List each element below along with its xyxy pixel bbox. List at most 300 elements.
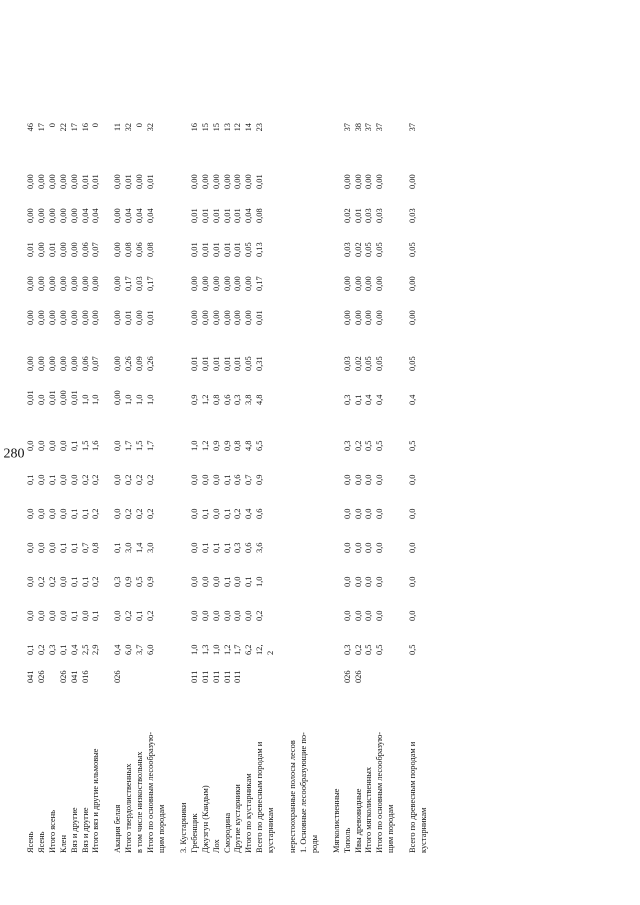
table-row xyxy=(168,121,179,855)
row-code xyxy=(375,657,386,685)
row-code xyxy=(364,657,375,685)
table-cell: 0 xyxy=(135,123,145,128)
table-cell xyxy=(157,589,168,623)
table-cell: 0,0 xyxy=(189,508,199,519)
table-cell xyxy=(299,623,310,657)
table-cell: 0,00 xyxy=(364,310,374,325)
row-label: Итого мягколиственных xyxy=(364,766,374,853)
table-cell: 23 xyxy=(255,123,265,132)
table-cell: 0,0 xyxy=(36,542,46,553)
row-spacer xyxy=(321,121,332,855)
table-cell xyxy=(332,293,343,327)
table-cell xyxy=(157,259,168,293)
table-cell: 0,03 xyxy=(342,356,352,371)
table-row xyxy=(354,121,365,855)
table-cell: 0,0 xyxy=(36,474,46,485)
table-cell: 0,4 xyxy=(113,644,123,655)
row-label: Другие кустарники xyxy=(233,784,243,853)
table-cell: 0,01 xyxy=(146,310,156,325)
table-cell: 0,0 xyxy=(189,576,199,587)
table-cell: 1,0 xyxy=(135,394,145,405)
table-cell: 0,00 xyxy=(47,208,57,223)
table-cell: 0,00 xyxy=(200,310,210,325)
table-cell: 0,0 xyxy=(26,508,35,519)
table-cell xyxy=(157,327,168,373)
table-cell: 0,6 xyxy=(222,394,232,405)
table-cell: 0,00 xyxy=(80,276,90,291)
table-cell: 17 xyxy=(36,123,46,132)
table-cell: 0,0 xyxy=(211,576,221,587)
table-cell: 0,1 xyxy=(69,576,79,587)
table-cell: 0,1 xyxy=(135,610,145,621)
table-cell xyxy=(419,191,430,225)
row-code: 016 xyxy=(80,670,90,683)
table-cell xyxy=(386,191,397,225)
table-cell: 0,00 xyxy=(113,356,123,371)
table-cell xyxy=(157,623,168,657)
table-cell xyxy=(310,327,321,373)
table-cell: 12 xyxy=(233,123,243,132)
table-cell: 0,00 xyxy=(26,276,35,291)
table-cell: 0,01 xyxy=(255,174,265,189)
table-cell xyxy=(288,191,299,225)
table-cell: 0,2 xyxy=(255,610,265,621)
row-label: Тополь xyxy=(342,827,352,853)
table-cell: 0,0 xyxy=(113,474,123,485)
table-cell xyxy=(266,407,277,453)
table-cell: 0,0 xyxy=(353,508,363,519)
table-cell xyxy=(332,225,343,259)
table-cell: 0,0 xyxy=(353,474,363,485)
table-cell xyxy=(299,225,310,259)
table-cell: 0,0 xyxy=(189,610,199,621)
table-cell: 0,3 xyxy=(342,440,352,451)
table-cell: 0,00 xyxy=(408,174,418,189)
table-cell: 0,1 xyxy=(113,542,123,553)
row-label: Ивы древовидные xyxy=(353,788,363,853)
table-cell: 0,01 xyxy=(200,242,210,257)
table-cell xyxy=(419,487,430,521)
table-cell: 0,2 xyxy=(146,508,156,519)
table-cell: 0,0 xyxy=(26,440,35,451)
table-cell xyxy=(179,521,190,555)
table-cell: 37 xyxy=(364,123,374,132)
table-cell: 0,00 xyxy=(342,276,352,291)
table-cell: 0,0 xyxy=(233,610,243,621)
table-row xyxy=(212,121,223,855)
row-label: Всего по древесным породам и xyxy=(255,741,265,853)
table-cell xyxy=(179,225,190,259)
table-cell xyxy=(179,293,190,327)
table-cell: 0,01 xyxy=(222,356,232,371)
table-cell: 0,9 xyxy=(222,440,232,451)
table-cell: 0,5 xyxy=(408,644,418,655)
table-cell xyxy=(288,623,299,657)
table-cell: 0,0 xyxy=(244,610,254,621)
table-cell: 0,0 xyxy=(113,440,123,451)
table-cell: 1,0 xyxy=(255,576,265,587)
table-row xyxy=(201,121,212,855)
row-label: Акация белая xyxy=(113,804,123,853)
table-cell: 0,00 xyxy=(244,174,254,189)
row-code: 026 xyxy=(353,670,363,683)
table-row xyxy=(91,121,102,855)
table-row xyxy=(190,121,201,855)
table-cell: 0,31 xyxy=(255,356,265,371)
table-cell xyxy=(419,589,430,623)
table-cell: 0,00 xyxy=(135,310,145,325)
table-cell xyxy=(157,293,168,327)
table-cell: 0,02 xyxy=(353,356,363,371)
table-cell: 0,00 xyxy=(342,174,352,189)
row-code: 011 xyxy=(200,670,210,683)
table-cell: 13 xyxy=(222,123,232,132)
table-cell: 0,01 xyxy=(146,174,156,189)
table-cell: 0,03 xyxy=(135,276,145,291)
row-code xyxy=(386,657,397,685)
table-cell: 0,8 xyxy=(211,394,221,405)
table-cell: 0,2 xyxy=(91,474,101,485)
table-cell: 0,1 xyxy=(69,508,79,519)
table-cell xyxy=(288,327,299,373)
row-code: 011 xyxy=(189,670,199,683)
table-cell: 0,2 xyxy=(80,474,90,485)
table-cell: 0,0 xyxy=(36,508,46,519)
table-cell: 0,09 xyxy=(135,356,145,371)
table-cell: 0,0 xyxy=(47,508,57,519)
table-cell: 0,00 xyxy=(58,208,68,223)
table-cell: 0,17 xyxy=(255,276,265,291)
row-label: в том числе низкоствольных xyxy=(135,751,145,853)
table-cell xyxy=(299,453,310,487)
table-cell: 37 xyxy=(375,123,385,132)
table-cell: 0 xyxy=(91,123,101,128)
table-cell: 1,2 xyxy=(222,644,232,655)
table-cell: 0,0 xyxy=(189,542,199,553)
table-cell xyxy=(299,589,310,623)
table-cell xyxy=(310,555,321,589)
table-cell xyxy=(299,407,310,453)
table-cell xyxy=(419,293,430,327)
table-cell xyxy=(419,623,430,657)
table-cell xyxy=(419,327,430,373)
table-cell: 15 xyxy=(211,123,221,132)
table-cell xyxy=(419,453,430,487)
table-cell xyxy=(299,373,310,407)
row-label: Вяз и другие xyxy=(69,807,79,853)
table-cell: 0,2 xyxy=(124,610,134,621)
table-cell: 12, xyxy=(255,644,265,655)
table-cell: 0,2 xyxy=(353,644,363,655)
table-cell: 0,01 xyxy=(211,242,221,257)
row-code xyxy=(91,657,102,685)
table-row xyxy=(179,121,190,855)
row-code xyxy=(408,657,419,685)
table-cell xyxy=(157,121,168,157)
table-cell: 0,00 xyxy=(91,310,101,325)
row-label: нерестоохранные полосы лесов xyxy=(288,740,298,853)
table-cell: 2,9 xyxy=(91,644,101,655)
table-row xyxy=(124,121,135,855)
table-cell: 1,5 xyxy=(80,440,90,451)
table-cell: 0,00 xyxy=(69,208,79,223)
table-cell xyxy=(419,555,430,589)
table-row xyxy=(223,121,234,855)
table-cell xyxy=(310,293,321,327)
table-cell: 0,3 xyxy=(47,644,57,655)
row-code xyxy=(146,657,157,685)
table-cell: 0,01 xyxy=(233,242,243,257)
table-cell: 0,26 xyxy=(146,356,156,371)
table-cell: 0,3 xyxy=(342,394,352,405)
table-cell xyxy=(332,555,343,589)
table-cell xyxy=(266,121,277,157)
table-cell: 0,1 xyxy=(222,576,232,587)
table-cell: 6,2 xyxy=(244,644,254,655)
table-cell: 4,8 xyxy=(255,394,265,405)
table-row xyxy=(321,121,332,855)
table-cell xyxy=(157,555,168,589)
table-cell: 0,2 xyxy=(36,644,46,655)
table-cell: 0,00 xyxy=(36,356,46,371)
table-cell: 0,05 xyxy=(244,356,254,371)
table-cell xyxy=(299,555,310,589)
table-cell: 0,00 xyxy=(200,276,210,291)
table-cell: 1,7 xyxy=(124,440,134,451)
table-cell: 0,00 xyxy=(58,356,68,371)
row-code: 026 xyxy=(36,670,46,683)
table-cell xyxy=(299,293,310,327)
table-cell: 0,00 xyxy=(69,242,79,257)
row-code xyxy=(419,657,430,685)
table-cell: 0,0 xyxy=(222,610,232,621)
table-cell xyxy=(332,373,343,407)
table-cell: 0,01 xyxy=(80,174,90,189)
table-cell: 1,3 xyxy=(200,644,210,655)
table-cell: 0,01 xyxy=(124,174,134,189)
table-cell: 0,1 xyxy=(58,542,68,553)
table-cell xyxy=(419,373,430,407)
table-cell: 0,01 xyxy=(189,208,199,223)
table-cell: 0,0 xyxy=(353,542,363,553)
table-cell: 0,1 xyxy=(69,610,79,621)
table-cell: 0,00 xyxy=(58,242,68,257)
table-cell: 0,00 xyxy=(26,174,35,189)
table-cell: 0,08 xyxy=(255,208,265,223)
table-cell: 0,04 xyxy=(91,208,101,223)
page-number: 280 xyxy=(3,446,25,462)
table-cell: 0,17 xyxy=(124,276,134,291)
table-cell: 0,00 xyxy=(211,310,221,325)
table-cell: 32 xyxy=(124,123,134,132)
table-cell: 17 xyxy=(69,123,79,132)
row-label: Клен xyxy=(58,835,68,853)
table-cell xyxy=(332,487,343,521)
row-label: Мягколиственные xyxy=(331,788,341,853)
table-cell: 0,1 xyxy=(244,576,254,587)
row-label: 1. Основные лесообразующие по- xyxy=(298,732,308,853)
table-row xyxy=(59,121,70,855)
table-cell: 0,03 xyxy=(408,208,418,223)
table-row xyxy=(419,121,430,855)
table-cell: 16 xyxy=(189,123,199,132)
table-cell: 0,2 xyxy=(353,440,363,451)
table-cell: 0,0 xyxy=(58,474,68,485)
table-cell: 0,6 xyxy=(255,508,265,519)
table-cell: 1,0 xyxy=(146,394,156,405)
table-cell xyxy=(332,623,343,657)
table-cell: 0,4 xyxy=(69,644,79,655)
table-cell xyxy=(310,191,321,225)
table-cell xyxy=(332,453,343,487)
table-cell: 0,2 xyxy=(124,474,134,485)
table-cell: 0,00 xyxy=(113,174,123,189)
table-cell xyxy=(386,259,397,293)
table-cell: 0,0 xyxy=(375,576,385,587)
table-cell: 0,0 xyxy=(375,474,385,485)
table-cell xyxy=(332,589,343,623)
table-cell xyxy=(386,623,397,657)
table-cell xyxy=(386,521,397,555)
table-cell xyxy=(299,521,310,555)
table-cell: 0,5 xyxy=(375,440,385,451)
table-cell xyxy=(386,555,397,589)
table-row xyxy=(343,121,354,855)
table-cell: 0,9 xyxy=(124,576,134,587)
table-cell: 0,03 xyxy=(364,208,374,223)
table-cell xyxy=(386,225,397,259)
table-cell xyxy=(386,157,397,191)
row-label: Итого по основным лесообразую- xyxy=(146,731,156,853)
row-code xyxy=(266,657,277,685)
table-cell: 0,0 xyxy=(364,610,374,621)
table-cell: 0,0 xyxy=(233,576,243,587)
table-cell xyxy=(386,327,397,373)
table-cell xyxy=(266,225,277,259)
table-cell xyxy=(310,589,321,623)
table-cell: 0,0 xyxy=(342,474,352,485)
row-label: щим породам xyxy=(386,804,396,853)
table-cell xyxy=(288,225,299,259)
table-cell: 0,00 xyxy=(36,174,46,189)
row-code: 011 xyxy=(211,670,221,683)
table-cell: 0,0 xyxy=(375,610,385,621)
table-cell xyxy=(419,407,430,453)
table-cell xyxy=(288,487,299,521)
table-cell: 0,01 xyxy=(189,356,199,371)
table-cell: 0,1 xyxy=(200,542,210,553)
table-cell: 38 xyxy=(353,123,363,132)
table-row xyxy=(299,121,310,855)
table-cell: 0,0 xyxy=(26,576,35,587)
row-code: 026 xyxy=(342,670,352,683)
table-cell: 0,1 xyxy=(26,644,35,655)
table-cell: 1,0 xyxy=(91,394,101,405)
table-cell: 0,3 xyxy=(113,576,123,587)
table-cell: 4,8 xyxy=(244,440,254,451)
table-cell: 0,9 xyxy=(211,440,221,451)
table-cell xyxy=(419,225,430,259)
row-label: кустарникам xyxy=(266,807,276,853)
table-cell: 0,01 xyxy=(47,242,57,257)
table-cell: 0,5 xyxy=(364,440,374,451)
table-cell: 14 xyxy=(244,123,254,132)
row-code xyxy=(244,657,255,685)
table-cell: 0,5 xyxy=(408,440,418,451)
table-cell: 0,6 xyxy=(244,542,254,553)
table-cell xyxy=(179,407,190,453)
table-cell xyxy=(179,191,190,225)
table-cell: 16 xyxy=(80,123,90,132)
table-cell: 0,2 xyxy=(146,610,156,621)
table-cell: 3,6 xyxy=(255,542,265,553)
table-cell xyxy=(157,157,168,191)
table-cell: 0,00 xyxy=(58,310,68,325)
table-cell: 0,0 xyxy=(58,610,68,621)
table-cell xyxy=(332,407,343,453)
table-cell: 0,0 xyxy=(36,610,46,621)
table-cell: 3,0 xyxy=(124,542,134,553)
table-cell xyxy=(179,259,190,293)
row-label: кустарникам xyxy=(419,807,429,853)
table-cell: 0,17 xyxy=(146,276,156,291)
table-cell: 0,1 xyxy=(80,508,90,519)
row-code: 026 xyxy=(113,670,123,683)
table-cell: 0,0 xyxy=(200,610,210,621)
table-cell xyxy=(386,487,397,521)
table-cell xyxy=(266,327,277,373)
table-cell xyxy=(288,259,299,293)
table-cell xyxy=(332,121,343,157)
table-cell: 0,00 xyxy=(26,310,35,325)
table-cell: 0,00 xyxy=(408,276,418,291)
table-cell: 0,6 xyxy=(233,474,243,485)
row-code: 011 xyxy=(222,670,232,683)
table-cell: 0,0 xyxy=(211,610,221,621)
table-cell: 0,9 xyxy=(255,474,265,485)
table-cell xyxy=(332,521,343,555)
table-cell xyxy=(310,623,321,657)
table-cell: 0,07 xyxy=(91,356,101,371)
table-cell xyxy=(299,259,310,293)
table-cell: 0,1 xyxy=(47,474,57,485)
table-cell: 0,0 xyxy=(364,542,374,553)
table-cell: 0,00 xyxy=(58,276,68,291)
table-cell xyxy=(157,225,168,259)
table-cell: 0,5 xyxy=(364,644,374,655)
table-cell: 11 xyxy=(113,123,123,132)
table-cell: 0,1 xyxy=(222,508,232,519)
table-cell: 0,07 xyxy=(91,242,101,257)
table-cell xyxy=(332,157,343,191)
row-label: Вяз и другие xyxy=(80,807,90,853)
table-cell: 0,9 xyxy=(189,394,199,405)
row-code: 041 xyxy=(26,670,35,683)
table-cell xyxy=(310,225,321,259)
table-cell: 0,00 xyxy=(36,276,46,291)
table-cell: 0,4 xyxy=(408,394,418,405)
table-cell xyxy=(266,157,277,191)
table-cell: 32 xyxy=(146,123,156,132)
table-cell: 0,1 xyxy=(200,508,210,519)
table-cell xyxy=(299,121,310,157)
table-cell: 1,6 xyxy=(91,440,101,451)
table-cell xyxy=(157,453,168,487)
table-cell: 1,0 xyxy=(124,394,134,405)
table-cell: 0,0 xyxy=(113,610,123,621)
row-code: 011 xyxy=(233,670,243,683)
table-cell: 6,0 xyxy=(146,644,156,655)
